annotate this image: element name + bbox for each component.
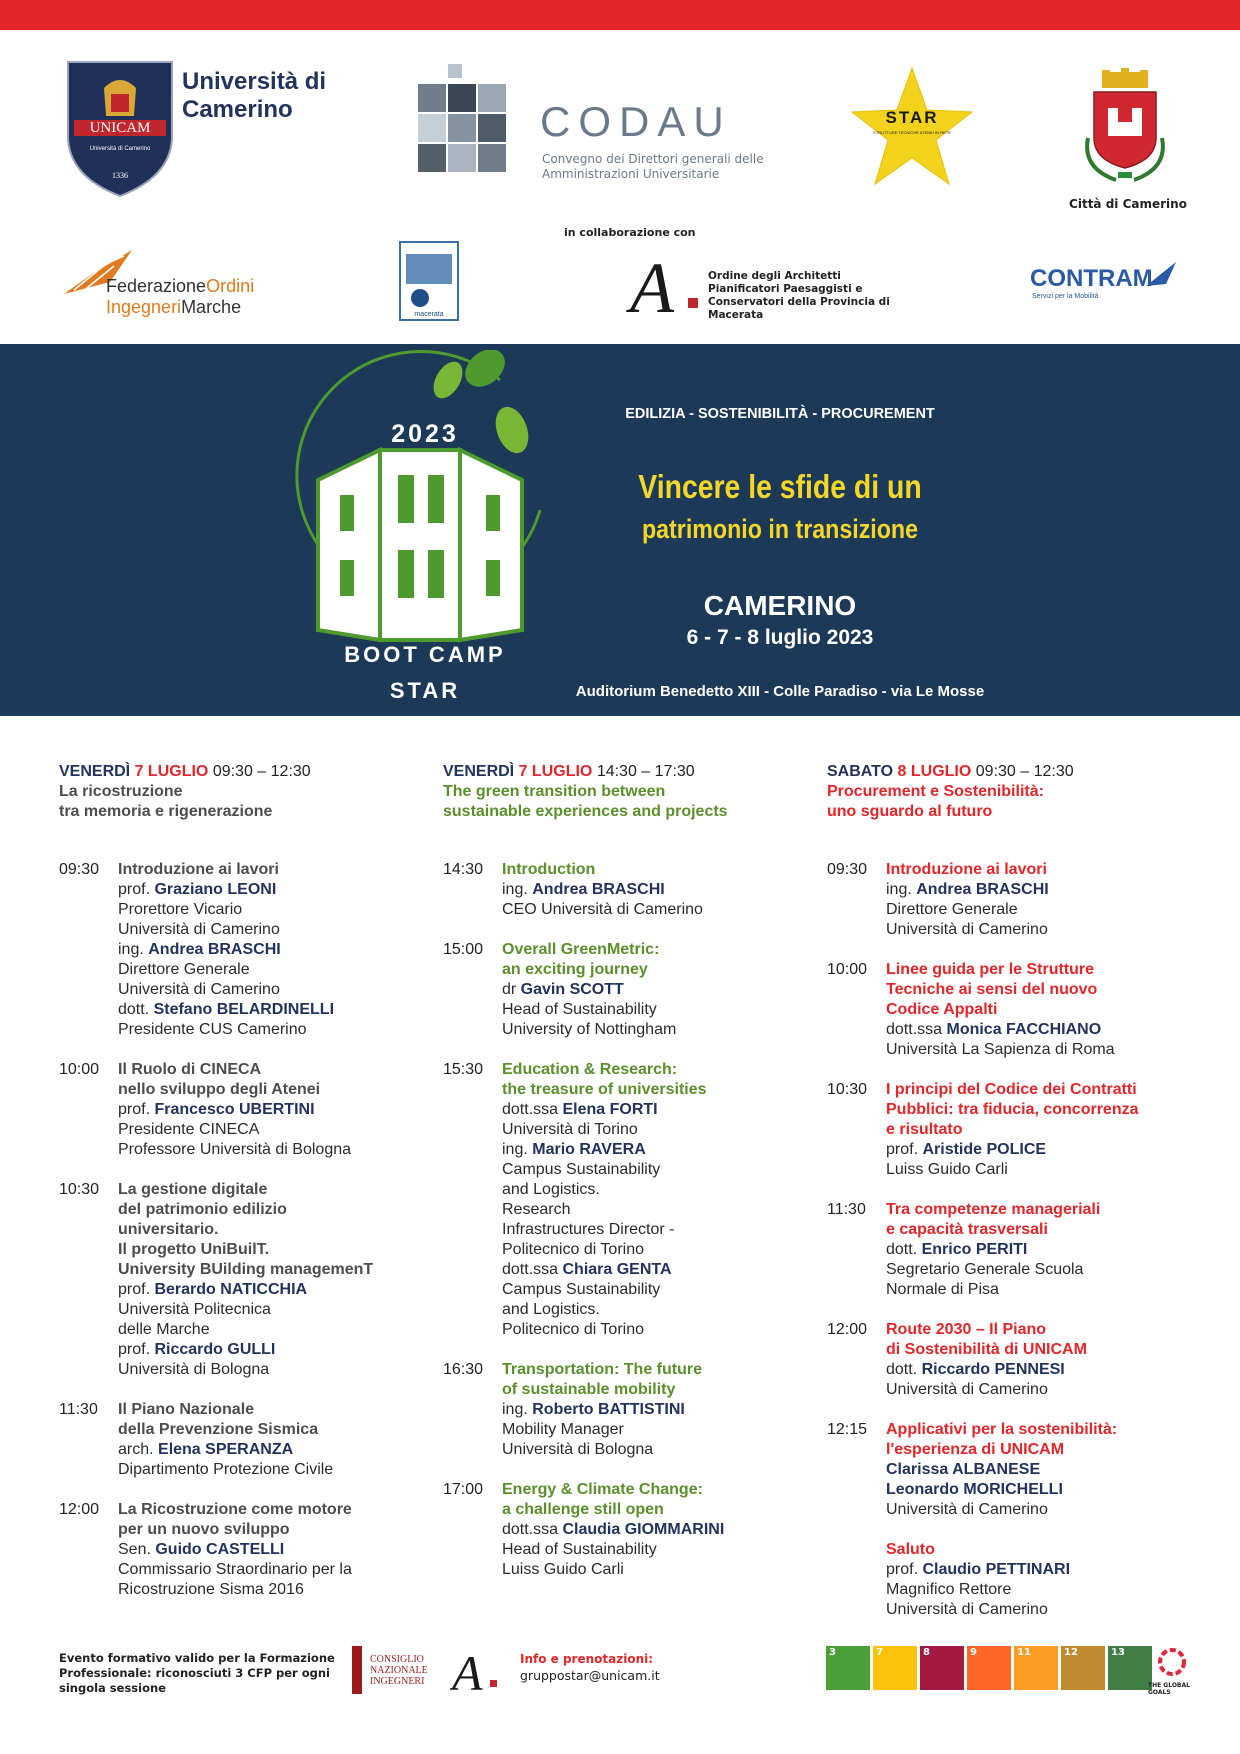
speaker: ing. Andrea BRASCHI (502, 881, 665, 898)
speaker-org: Università di Camerino (886, 1601, 1048, 1618)
info-label: Info e prenotazioni: (520, 1652, 654, 1666)
banner-themes: EDILIZIA - SOSTENIBILITÀ - PROCUREMENT (625, 406, 935, 422)
speaker: dott. Stefano BELARDINELLI (118, 1001, 335, 1018)
agenda-title: Transportation: The future of sustainable mobility (502, 1361, 702, 1398)
agenda-time: 12:00 (59, 1501, 100, 1518)
agenda-time: 17:00 (443, 1481, 484, 1498)
sdg-number: 7 (876, 1647, 883, 1658)
speaker-role: Head of Sustainability (502, 1541, 657, 1558)
day-date: 7 LUGLIO (134, 763, 209, 780)
unicam-shield-text: UNICAM (89, 120, 151, 136)
agenda-list (443, 860, 783, 1580)
agenda-item (827, 860, 1187, 940)
agenda-time: 11:30 (59, 1401, 98, 1418)
speaker-org: Università di Bologna (118, 1361, 270, 1378)
agenda-time: 12:15 (827, 1421, 868, 1438)
agenda-item (827, 1200, 1187, 1300)
agenda-time: 15:30 (443, 1061, 484, 1078)
speaker-role: Mobility Manager (502, 1421, 624, 1438)
speaker: prof. Aristide POLICE (886, 1141, 1047, 1158)
agenda-time: 15:00 (443, 941, 484, 958)
sdg-icons (826, 1646, 1156, 1690)
agenda-title: Introduzione ai lavori (118, 861, 279, 878)
sdg-number: 9 (970, 1647, 977, 1658)
speaker: dott.ssa Chiara GENTA (502, 1261, 672, 1278)
day-heading (827, 762, 1187, 782)
agenda-time: 09:30 (827, 861, 868, 878)
speaker: ing. Roberto BATTISTINI (502, 1401, 685, 1418)
day-weekday: VENERDÌ (443, 763, 515, 780)
speaker: prof. Berardo NATICCHIA (118, 1281, 308, 1298)
agenda-title: Energy & Climate Change: a challenge still open (502, 1481, 703, 1518)
speaker: Leonardo MORICHELLI (886, 1481, 1063, 1498)
sdg-11-icon (1014, 1646, 1058, 1690)
contram-logo (1028, 256, 1180, 304)
agenda-title: La gestione digitale del patrimonio edilizio universitario. Il progetto UniBuilT. University BUilding managemenT (118, 1181, 374, 1278)
speaker-org: University of Nottingham (502, 1021, 677, 1038)
speaker: dott. Riccardo PENNESI (886, 1361, 1065, 1378)
agenda-item (59, 1400, 409, 1480)
session-title: The green transition between sustainable experiences and projects (443, 783, 728, 820)
agenda-time: 10:00 (59, 1061, 100, 1078)
agenda-item (827, 1080, 1187, 1180)
speaker-org: Luiss Guido Carli (502, 1561, 624, 1578)
session-title: La ricostruzione tra memoria e rigenerazione (59, 783, 273, 820)
unicam-shield-sub: Università di Camerino (89, 146, 151, 152)
agenda-item (827, 1320, 1187, 1400)
sdg-number: 11 (1017, 1647, 1031, 1658)
speaker-role: Presidente CINECA (118, 1121, 260, 1138)
agenda-title: Il Piano Nazionale della Prevenzione Sismica (118, 1401, 319, 1438)
speaker: dott.ssa Monica FACCHIANO (886, 1021, 1102, 1038)
agenda-item (443, 860, 783, 920)
speaker-org: Università La Sapienza di Roma (886, 1041, 1115, 1058)
agenda-time: 16:30 (443, 1361, 484, 1378)
speaker-role: Prorettore Vicario (118, 901, 243, 918)
svg-text:A: A (452, 1646, 483, 1696)
day-date: 7 LUGLIO (518, 763, 593, 780)
global-goals-label: THE GLOBAL GOALS (1148, 1682, 1190, 1696)
program-column-day3 (827, 762, 1187, 1640)
speaker-role: Campus Sustainability and Logistics. Politecnico di Torino (502, 1281, 661, 1338)
program-column-day2 (443, 762, 783, 1600)
ordine-architetti-logo (624, 250, 704, 324)
speaker-role: Direttore Generale (118, 961, 250, 978)
agenda-item (59, 1060, 409, 1160)
federazione-text (106, 276, 254, 318)
speaker-org: Università di Bologna (502, 1441, 654, 1458)
sdg-number: 8 (923, 1647, 930, 1658)
agenda-item (59, 1180, 409, 1380)
star-logo-text: STAR (885, 108, 939, 127)
agenda-time: 12:00 (827, 1321, 868, 1338)
speaker: ing. Andrea BRASCHI (118, 941, 281, 958)
speaker-org: Dipartimento Protezione Civile (118, 1461, 334, 1478)
agenda-time: 09:30 (59, 861, 100, 878)
agenda-item (443, 940, 783, 1040)
speaker: prof. Graziano LEONI (118, 881, 277, 898)
agenda-title: Introduzione ai lavori (886, 861, 1047, 878)
speaker: dr Gavin SCOTT (502, 981, 624, 998)
agenda-title: Education & Research: the treasure of universities (502, 1061, 707, 1098)
speaker-org: Università di Camerino (118, 981, 280, 998)
day-heading (59, 762, 409, 782)
agenda-list (59, 860, 409, 1600)
banner-title-line1: Vincere le sfide di un (638, 468, 922, 505)
contram-sub: Servizi per la Mobilità (1032, 293, 1099, 300)
city-label: Città di Camerino (1069, 197, 1187, 211)
speaker-role: Magnifico Rettore (886, 1581, 1012, 1598)
speaker-role: CEO Università di Camerino (502, 901, 703, 918)
agenda-item (443, 1480, 783, 1580)
speaker: dott. Enrico PERITI (886, 1241, 1028, 1258)
info-email-link[interactable]: gruppostar@unicam.it (520, 1668, 660, 1683)
day-weekday: SABATO (827, 763, 894, 780)
banner-year: 2023 (391, 420, 459, 448)
agenda-item (827, 1420, 1187, 1620)
architetti-footer-logo (450, 1646, 498, 1696)
sdg-7-icon (873, 1646, 917, 1690)
cfp-note: Evento formativo valido per la Formazione Professionale: riconosciuti 3 CFP per ogni singola sessione (59, 1651, 335, 1695)
sdg-13-icon (1108, 1646, 1152, 1690)
speaker: prof. Riccardo GULLI (118, 1341, 276, 1358)
program-column-day1 (59, 762, 409, 1620)
banner-venue: Auditorium Benedetto XIII - Colle Paradiso - via Le Mosse (575, 683, 985, 700)
speaker-org: Università di Torino (502, 1121, 638, 1138)
sdg-number: 3 (829, 1647, 836, 1658)
speaker-org: Università Politecnica delle Marche (118, 1301, 271, 1338)
camerino-city-crest (1080, 68, 1170, 186)
agenda-title: I principi del Codice dei Contratti Pubblici: tra fiducia, concorrenza e risultato (886, 1081, 1139, 1138)
day-weekday: VENERDÌ (59, 763, 131, 780)
banner-dates: 6 - 7 - 8 luglio 2023 (686, 626, 874, 649)
sdg-8-icon (920, 1646, 964, 1690)
agenda-title: La Ricostruzione come motore per un nuovo sviluppo (118, 1501, 352, 1538)
ordine-architetti-text: Ordine degli Architetti Pianificatori Paesaggisti e Conservatori della Provincia di Macerata (708, 270, 890, 321)
agenda-item (827, 960, 1187, 1060)
sdg-9-icon (967, 1646, 1011, 1690)
agenda-item (443, 1060, 783, 1340)
banner-title-line2: patrimonio in transizione (641, 514, 919, 544)
agenda-title-saluto: Saluto (886, 1541, 935, 1558)
speaker-role: Campus Sustainability and Logistics. Research Infrastructures Director - Politecnico di Torino (502, 1161, 675, 1258)
speaker-role: Segretario Generale Scuola Normale di Pisa (886, 1261, 1084, 1298)
day-heading (443, 762, 783, 782)
banner-city: CAMERINO (703, 590, 857, 621)
speaker: prof. Francesco UBERTINI (118, 1101, 315, 1118)
unicam-shield-year: 1336 (112, 171, 128, 180)
speaker-role: Direttore Generale (886, 901, 1018, 918)
speaker: ing. Mario RAVERA (502, 1141, 646, 1158)
agenda-item (443, 1360, 783, 1460)
speaker-role: Commissario Straordinario per la Ricostruzione Sisma 2016 (118, 1561, 352, 1598)
codau-subtitle: Convegno dei Direttori generali delle Amministrazioni Universitarie (542, 152, 764, 181)
agenda-list (827, 860, 1187, 1620)
speaker-org: Università di Camerino (886, 1381, 1048, 1398)
agenda-time: 10:00 (827, 961, 868, 978)
speaker: arch. Elena SPERANZA (118, 1441, 294, 1458)
speaker: prof. Claudio PETTINARI (886, 1561, 1071, 1578)
speaker: dott.ssa Claudia GIOMMARINI (502, 1521, 725, 1538)
speaker-role: Presidente CUS Camerino (118, 1021, 307, 1038)
agenda-title: Overall GreenMetric: an exciting journey (502, 941, 660, 978)
contram-text: CONTRAM (1030, 265, 1153, 292)
sdg-3-icon (826, 1646, 870, 1690)
sdg-12-icon (1061, 1646, 1105, 1690)
speaker: Sen. Guido CASTELLI (118, 1541, 285, 1558)
ordini-word: Ordini (206, 276, 255, 296)
sdg-number: 12 (1064, 1647, 1078, 1658)
agenda-title: Tra competenze manageriali e capacità trasversali (886, 1201, 1101, 1238)
agenda-time: 14:30 (443, 861, 484, 878)
unicam-name: Università di Camerino (182, 68, 327, 123)
speaker-org: Luiss Guido Carli (886, 1161, 1008, 1178)
banner-star: STAR (389, 678, 461, 703)
day-date: 8 LUGLIO (897, 763, 972, 780)
agenda-title: Linee guida per le Strutture Tecniche ai sensi del nuovo Codice Appalti (886, 961, 1098, 1018)
star-logo (850, 66, 974, 188)
day-time: 09:30 – 12:30 (975, 763, 1074, 780)
federazione-word: Federazione (106, 276, 207, 296)
speaker: ing. Andrea BRASCHI (886, 881, 1049, 898)
speaker-org: Università di Camerino (886, 921, 1048, 938)
speaker-role: Head of Sustainability (502, 1001, 657, 1018)
svg-text:A: A (630, 250, 674, 324)
agenda-time: 11:30 (827, 1201, 866, 1218)
star-logo-sub: STRUTTURE TECNICHE ATENEI IN RETE (873, 130, 951, 135)
agenda-time: 10:30 (59, 1181, 100, 1198)
banner-boot-camp: BOOT CAMP (344, 642, 506, 667)
agenda-title: Introduction (502, 861, 596, 878)
speaker: dott.ssa Elena FORTI (502, 1101, 658, 1118)
speaker-org: Professore Università di Bologna (118, 1141, 352, 1158)
speaker-org: Università di Camerino (886, 1501, 1048, 1518)
agenda-time: 10:30 (827, 1081, 868, 1098)
codau-logo-blocks (418, 64, 518, 180)
day-time: 14:30 – 17:30 (596, 763, 695, 780)
marche-word: Marche (181, 297, 242, 317)
mc-logo-text: macerata (414, 311, 444, 318)
sdg-number: 13 (1111, 1647, 1125, 1658)
agenda-item (59, 1500, 409, 1600)
ordine-ingegneri-macerata-logo (398, 240, 460, 322)
session-title: Procurement e Sostenibilità: uno sguardo al futuro (827, 783, 1044, 820)
codau-wordmark: CODAU (540, 98, 732, 145)
collaboration-label: in collaborazione con (564, 226, 696, 239)
agenda-title: Il Ruolo di CINECA nello sviluppo degli Atenei (118, 1061, 321, 1098)
agenda-item (59, 860, 409, 1040)
agenda-title: Applicativi per la sostenibilità: l'esperienza di UNICAM (886, 1421, 1118, 1458)
top-red-bar (0, 0, 1240, 30)
day-time: 09:30 – 12:30 (212, 763, 311, 780)
cni-text: CONSIGLIO NAZIONALE INGEGNERI (370, 1654, 428, 1687)
speaker-org: Università di Camerino (118, 921, 280, 938)
unicam-shield-logo (64, 58, 176, 200)
agenda-title: Route 2030 – Il Piano di Sostenibilità di UNICAM (886, 1321, 1087, 1358)
ingegneri-word: Ingegneri (106, 297, 182, 317)
speaker: Clarissa ALBANESE (886, 1461, 1041, 1478)
